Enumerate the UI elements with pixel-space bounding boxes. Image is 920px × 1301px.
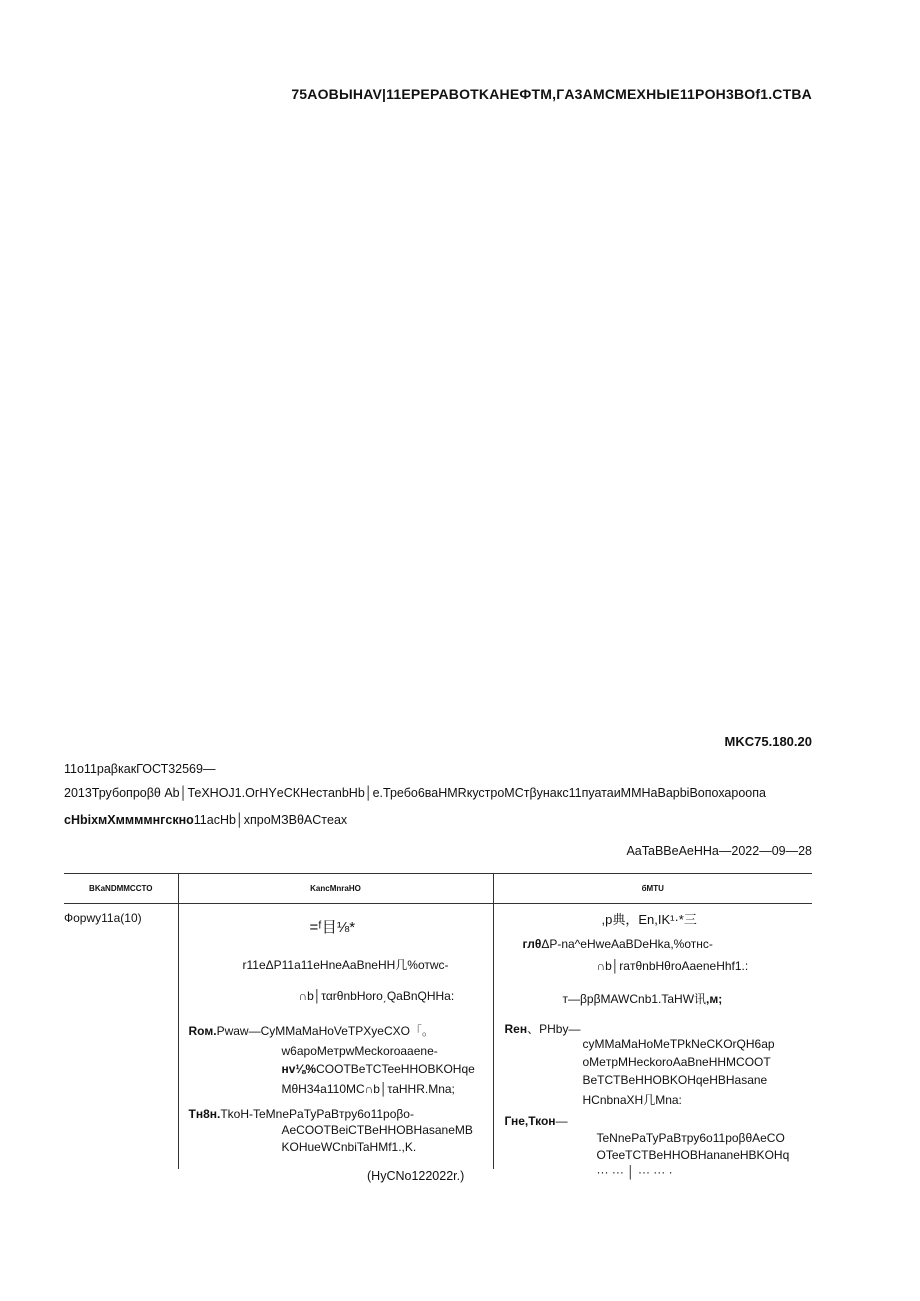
- amendment-table-header-row: [64, 874, 812, 904]
- new-term-1-line-5: HCnbnaXH几Mna:: [582, 1093, 682, 1107]
- cell-old-text: [178, 904, 493, 1170]
- new-term-1: [505, 1020, 581, 1037]
- old-term-1-text: Pwaw—CyMMaMaHoVeTPXyeCXO「。: [216, 1024, 434, 1038]
- amendment-intro-line-3: [64, 813, 347, 827]
- new-term-1-symbol: Rен: [504, 1022, 528, 1036]
- column-header-old-text: KancMnraHO: [178, 874, 493, 904]
- new-term-2-line-4-cut: ··· ··· │ ··· ··· ·: [596, 1165, 673, 1179]
- cell-location: [64, 904, 178, 1170]
- new-term-2: [505, 1114, 568, 1128]
- old-term-2-line-3: KOHueWCnbiTaHMf1.,K.: [281, 1140, 417, 1154]
- column-header-new-text: бMTU: [493, 874, 812, 904]
- new-term-2-line-2: TeNnePaTyPaBтpy6o11poβθAeCO: [596, 1131, 785, 1145]
- old-term-1-line-3-bold: нv⅛%: [281, 1062, 317, 1076]
- new-term-2-text: —: [555, 1114, 568, 1128]
- old-term-2: [189, 1107, 414, 1121]
- new-definition-line-1: [523, 937, 713, 951]
- document-header-title: 75AOBЫHAV|11EPEPABOTKAHEФTM,ГA3AMCMEXHЫE11POH3BOf1.CTBA: [291, 86, 812, 102]
- new-definition-line-3: [563, 990, 723, 1007]
- old-term-2-line-2: AeCOOTBeiCTBeHHOBHasaneMB: [281, 1123, 473, 1137]
- old-term-1-line-4: MθH34a110MC∩b│τaHHR.Mna;: [281, 1082, 455, 1096]
- amendment-table-row: [64, 904, 812, 1170]
- old-term-1-line-3: [282, 1062, 475, 1076]
- amendment-intro-line-2: 2013Трубопроβθ Аb│ТеХНОJ1.ОгНYеСКНестanbHb│е.Требо6ваНМRкустроМСтβунакс11пуатаиМMНаВарbiВопохароопа: [64, 786, 766, 800]
- new-term-1-line-2: cyMMaMaHoMeTPkNeCKOrQH6ap: [582, 1037, 775, 1051]
- new-definition-line-3-text: т—βpβMAWCnb1.TaHW讯: [562, 992, 707, 1006]
- old-definition-line-2: ∩b│ταrθnbHoro͵QaBnQHHa:: [298, 989, 455, 1003]
- new-definition-line-2: ∩b│raтθnbHθroAaeneHhf1.:: [596, 959, 749, 973]
- new-term-1-line-4: BeTCTBeHHOBKOHqeHBHasane: [582, 1073, 768, 1087]
- new-term-1-line-3: oMeтpMHeckoroAaBneHHMCOOT: [582, 1055, 771, 1069]
- new-definition-line-1-bold: глθ: [522, 937, 542, 951]
- column-header-location: BKaNDMMCCTO: [64, 874, 178, 904]
- old-term-1-symbol: Rом.: [188, 1024, 217, 1038]
- new-definition-line-1-text: ΔP-na^eHweAaBDeHka,%отнс-: [541, 937, 713, 951]
- mks-classification-code: MKC75.180.20: [724, 734, 812, 749]
- new-definition-line-3-bold: ,м;: [706, 992, 723, 1006]
- old-term-1-line-3-text: COOTBeTCTeeHHOBKOHqe: [316, 1062, 475, 1076]
- location-text: Форwу11a(10): [64, 911, 142, 925]
- new-term-2-symbol: Гне,Ткон: [504, 1114, 556, 1128]
- old-term-1: [189, 1022, 434, 1039]
- old-term-1-line-2: w6apoMeтpwMeckoroaaene-: [281, 1044, 438, 1058]
- new-formula: ,p典，En,IK¹·*三: [601, 912, 697, 927]
- old-term-2-text: TkoH-TeMnePaTyPaBтpy6o11poβo-: [220, 1107, 414, 1121]
- intro-line-3-rest: 11acHb│xпpoMЗBθACтeax: [193, 813, 348, 827]
- effective-date: AaTaBBeAeHHa—2022—09—28: [626, 844, 812, 858]
- new-term-2-line-3: OTeeTCTBeHHOBHananeHBKOHq: [596, 1148, 790, 1162]
- new-term-1-text: 、PHby—: [527, 1022, 581, 1036]
- old-formula: =ᶠ目⅛*: [309, 919, 356, 936]
- amendment-intro-line-1: 11o11paβкакГОСТ32569—: [64, 762, 216, 776]
- cell-new-text: [493, 904, 812, 1179]
- old-term-2-symbol: Тн8н.: [188, 1107, 221, 1121]
- old-definition-line-1: r11eΔP11a11eHneAaBneHH几%отwc-: [242, 958, 449, 972]
- intro-line-3-bold: cHbixмXммммнгcкно: [64, 813, 194, 827]
- publication-issue-note: (HyCNo122022r.): [367, 1169, 465, 1183]
